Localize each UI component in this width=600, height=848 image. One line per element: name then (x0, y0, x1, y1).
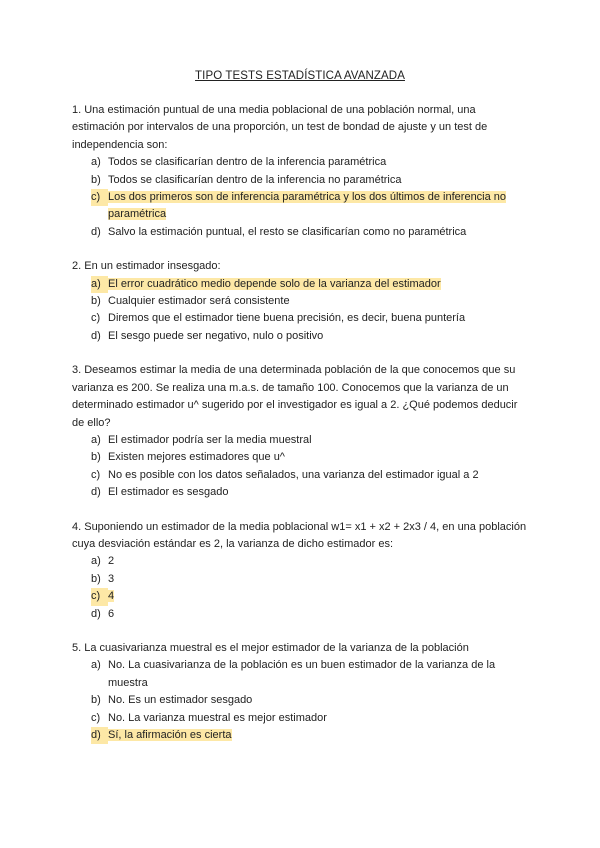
option-letter: d) (91, 225, 101, 238)
option-c (91, 710, 528, 727)
option-letter: b) (91, 694, 101, 707)
option-a-highlighted (91, 276, 528, 293)
options-list (72, 276, 528, 346)
option-letter: b) (91, 572, 101, 585)
options-list (72, 657, 528, 744)
option-letter: d) (91, 329, 101, 342)
question-3 (72, 362, 528, 501)
option-text: Todos se clasificarían dentro de la inferencia paramétrica (108, 156, 387, 169)
option-letter: a) (91, 433, 101, 446)
option-b (91, 293, 528, 310)
options-list (72, 553, 528, 623)
option-text: El estimador podría ser la media muestral (108, 433, 312, 446)
option-d (91, 484, 528, 501)
option-letter: d) (91, 607, 101, 620)
question-text: 4. Suponiendo un estimador de la media poblacional w1= x1 + x2 + 2x3 / 4, en una población cuya desviación estándar es 2, la varianza de dicho estimador es: (72, 520, 527, 550)
question-4 (72, 519, 528, 623)
option-text-highlighted: Sí, la afirmación es cierta (108, 729, 232, 741)
option-d (91, 606, 528, 623)
option-b (91, 172, 528, 189)
question-text: 1. Una estimación puntual de una media poblacional de una población normal, una estimación por intervalos de una proporción, un test de bondad de ajuste y un test de independencia son: (72, 104, 488, 151)
document-title: TIPO TESTS ESTADÍSTICA AVANZADA (195, 70, 405, 82)
option-b (91, 449, 528, 466)
question-5 (72, 640, 528, 744)
option-a (91, 154, 528, 171)
option-c-highlighted (91, 588, 528, 605)
option-text: 3 (108, 572, 115, 585)
options-list (72, 432, 528, 502)
option-text: No. La varianza muestral es mejor estimador (108, 711, 327, 724)
option-letter: a) (91, 659, 101, 672)
option-letter: a) (91, 156, 101, 169)
option-letter: a) (91, 555, 101, 568)
option-text: Cualquier estimador será consistente (108, 295, 290, 308)
option-d (91, 224, 528, 241)
option-text: Existen mejores estimadores que u^ (108, 451, 285, 464)
option-text: Todos se clasificarían dentro de la inferencia no paramétrica (108, 173, 402, 186)
option-letter: c) (91, 312, 101, 325)
option-letter: d) (91, 727, 108, 744)
option-text: El sesgo puede ser negativo, nulo o positivo (108, 329, 324, 342)
option-text: Diremos que el estimador tiene buena precisión, es decir, buena puntería (108, 312, 466, 325)
option-text: No es posible con los datos señalados, una varianza del estimador igual a 2 (108, 468, 479, 481)
option-text: Salvo la estimación puntual, el resto se clasificarían como no paramétrica (108, 225, 467, 238)
option-text-highlighted: El error cuadrático medio depende solo de la varianza del estimador (108, 277, 441, 290)
options-list (72, 154, 528, 241)
option-letter: a) (91, 276, 108, 293)
option-b (91, 571, 528, 588)
option-text-highlighted: Los dos primeros son de inferencia paramétrica y los dos últimos de inferencia no paramétrica (108, 191, 507, 221)
option-d-highlighted (91, 727, 528, 744)
option-text-highlighted: 4 (108, 590, 115, 603)
option-letter: c) (91, 468, 101, 481)
option-letter: b) (91, 295, 101, 308)
question-text: 5. La cuasivarianza muestral es el mejor estimador de la varianza de la población (72, 641, 469, 654)
option-d (91, 328, 528, 345)
option-letter: c) (91, 711, 101, 724)
option-letter: c) (91, 189, 108, 206)
option-c (91, 310, 528, 327)
option-c-highlighted (91, 189, 528, 224)
option-letter: d) (91, 486, 101, 499)
option-a (91, 657, 528, 692)
option-text: No. La cuasivarianza de la población es un buen estimador de la varianza de la muestra (108, 659, 496, 689)
option-letter: b) (91, 173, 101, 186)
option-letter: c) (91, 588, 108, 605)
question-1 (72, 102, 528, 241)
option-text: El estimador es sesgado (108, 486, 229, 499)
option-text: 2 (108, 555, 115, 568)
question-2 (72, 258, 528, 345)
option-c (91, 467, 528, 484)
option-a (91, 432, 528, 449)
option-text: No. Es un estimador sesgado (108, 694, 253, 707)
option-b (91, 692, 528, 709)
question-text: 3. Deseamos estimar la media de una determinada población de la que conocemos que su varianza es 200. Se realiza una m.a.s. de tamaño 100. Conocemos que la varianza de un determinado estimador u^ sugerido por el investigador es igual a 2. ¿Qué podemos deducir de ello? (72, 364, 518, 429)
option-a (91, 553, 528, 570)
question-text: 2. En un estimador insesgado: (72, 260, 221, 273)
option-letter: b) (91, 451, 101, 464)
option-text: 6 (108, 607, 115, 620)
